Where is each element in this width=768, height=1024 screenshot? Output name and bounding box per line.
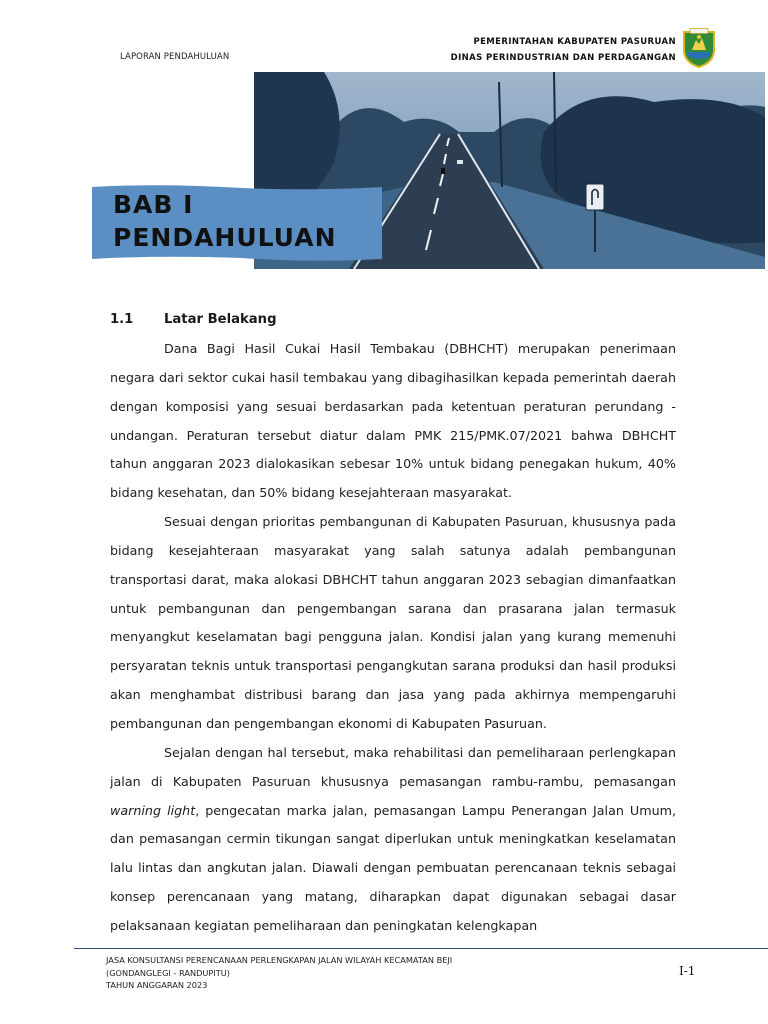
footer-project-info <box>106 954 452 992</box>
section-number: 1.1 <box>110 312 134 327</box>
section-title: Latar Belakang <box>164 312 277 327</box>
crest-logo-icon <box>682 28 716 68</box>
organization-line-2: DINAS PERINDUSTRIAN DAN PERDAGANGAN <box>450 53 676 63</box>
footer-divider <box>74 948 768 949</box>
footer-line-2: (GONDANGLEGI - RANDUPITU) <box>106 967 230 978</box>
chapter-name: PENDAHULUAN <box>113 223 337 252</box>
paragraph-3-part-1: Sejalan dengan hal tersebut, maka rehabilitasi dan pemeliharaan perlengkapan jalan di Kabupaten Pasuruan khususnya pemasangan rambu-rambu, pemasangan <box>110 744 676 789</box>
organization-header <box>451 34 676 66</box>
paragraph-3-italic-term: warning light <box>110 802 196 818</box>
paragraph-1: Dana Bagi Hasil Cukai Hasil Tembakau (DBHCHT) merupakan penerimaan negara dari sektor cukai hasil tembakau yang dibagihasilkan kepada pemerintah daerah dengan komposisi yang sesuai berdasarkan pada ketentuan peraturan perundang - undangan. Peraturan tersebut diatur dalam PMK 215/PMK.07/2021 bahwa DBHCHT tahun anggaran 2023 dialokasikan sebesar 10% untuk bidang penegakan hukum, 40% bidang kesehatan, dan 50% bidang kesejahteraan masyarakat. <box>110 341 676 501</box>
chapter-title <box>113 188 337 254</box>
page-number: I-1 <box>679 964 696 978</box>
paragraph-3-part-2: , pengecatan marka jalan, pemasangan Lampu Penerangan Jalan Umum, dan pemasangan cermin tikungan sangat diperlukan untuk meningkatkan keselamatan lalu lintas dan angkutan jalan. Diawali dengan pembuatan perencanaan teknis sebagai konsep perencanaan yang matang, diharapkan dapat digunakan sebagai dasar pelaksanaan kegiatan pemeliharaan dan peningkatan kelengkapan <box>110 802 676 933</box>
chapter-number: BAB I <box>113 190 194 219</box>
body-text <box>110 335 676 941</box>
paragraph-2: Sesuai dengan prioritas pembangunan di Kabupaten Pasuruan, khususnya pada bidang kesejahteraan masyarakat yang salah satunya adalah pembangunan transportasi darat, maka alokasi DBHCHT tahun anggaran 2023 sebagian dimanfaatkan untuk pembangunan dan pengembangan sarana dan prasarana jalan termasuk menyangkut keselamatan bagi pengguna jalan. Kondisi jalan yang kurang memenuhi persyaratan teknis untuk transportasi pengangkutan sarana produksi dan hasil produksi akan menghambat distribusi barang dan jasa yang pada akhirnya mempengaruhi pembangunan dan pengembangan ekonomi di Kabupaten Pasuruan. <box>110 514 676 731</box>
footer-line-1: JASA KONSULTANSI PERENCANAAN PERLENGKAPAN JALAN WILAYAH KECAMATAN BEJI <box>106 955 453 965</box>
report-type-label: LAPORAN PENDAHULUAN <box>120 52 230 62</box>
organization-line-1: PEMERINTAHAN KABUPATEN PASURUAN <box>473 37 676 47</box>
section-heading <box>110 312 277 327</box>
paragraph-3 <box>110 739 676 941</box>
footer-line-3: TAHUN ANGGARAN 2023 <box>106 980 208 990</box>
